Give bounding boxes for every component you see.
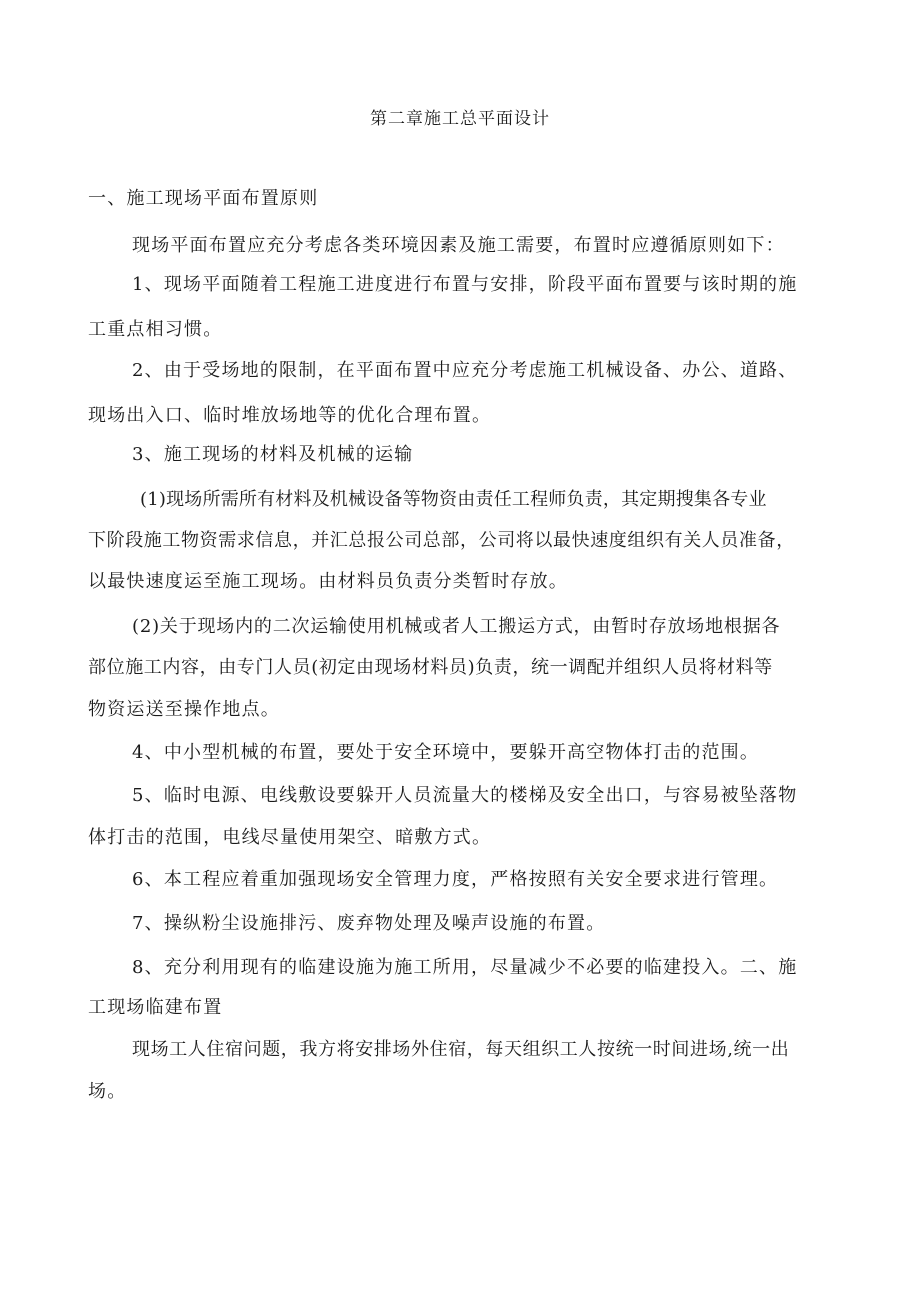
- section-heading: 一、施工现场平面布置原则: [88, 188, 319, 209]
- paragraph-line: 1、现场平面随着工程施工进度进行布置与安排，阶段平面布置要与该时期的施: [132, 274, 798, 295]
- chapter-title: 第二章施工总平面设计: [370, 109, 550, 129]
- paragraph-line: 现场出入口、临时堆放场地等的优化合理布置。: [88, 405, 492, 426]
- paragraph-line: (2)关于现场内的二次运输使用机械或者人工搬运方式，由暂时存放场地根据各: [132, 616, 781, 637]
- paragraph-line: 以最快速度运至施工现场。由材料员负责分类暂时存放。: [88, 571, 568, 592]
- paragraph-line: 7、操纵粉尘设施排污、废弃物处理及噪声设施的布置。: [132, 913, 606, 934]
- paragraph-line: 现场工人住宿问题，我方将安排场外住宿，每天组织工人按统一时间进场,统一出: [132, 1039, 790, 1060]
- paragraph-line: 部位施工内容，由专门人员(初定由现场材料员)负责，统一调配并组织人员将材料等: [88, 657, 773, 678]
- paragraph-line: 体打击的范围，电线尽量使用架空、暗敷方式。: [88, 827, 492, 848]
- paragraph-line: 工重点相习惯。: [88, 319, 223, 340]
- paragraph-line: 6、本工程应着重加强现场安全管理力度，严格按照有关安全要求进行管理。: [132, 869, 779, 890]
- paragraph-line: 下阶段施工物资需求信息，并汇总报公司总部，公司将以最快速度组织有关人员准备，: [88, 530, 795, 551]
- paragraph-line: 物资运送至操作地点。: [88, 699, 280, 720]
- paragraph-line: 工现场临建布置: [88, 997, 223, 1018]
- paragraph-line: 8、充分利用现有的临建设施为施工所用，尽量减少不必要的临建投入。二、施: [132, 957, 798, 978]
- paragraph-line: 2、由于受场地的限制，在平面布置中应充分考虑施工机械设备、办公、道路、: [132, 360, 798, 381]
- paragraph-line: 现场平面布置应充分考虑各类环境因素及施工需要，布置时应遵循原则如下：: [132, 235, 785, 256]
- paragraph-line: (1)现场所需所有材料及机械设备等物资由责任工程师负责，其定期搜集各专业: [140, 489, 767, 510]
- paragraph-line: 3、施工现场的材料及机械的运输: [132, 444, 414, 465]
- paragraph-line: 场。: [88, 1081, 127, 1102]
- paragraph-line: 4、中小型机械的布置，要处于安全环境中，要躲开高空物体打击的范围。: [132, 742, 760, 763]
- paragraph-line: 5、临时电源、电线敷设要躲开人员流量大的楼梯及安全出口，与容易被坠落物: [132, 785, 798, 806]
